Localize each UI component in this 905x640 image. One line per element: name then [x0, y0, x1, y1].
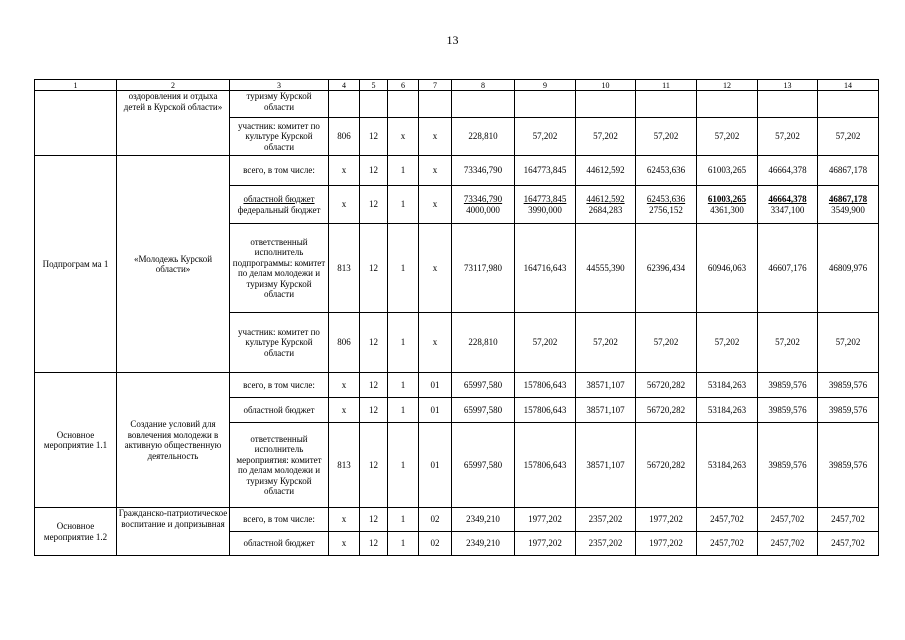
cell-v13: 2457,702: [758, 532, 818, 556]
cell-v9: 1977,202: [515, 508, 576, 532]
cell-c6: 1: [388, 398, 419, 423]
federal-budget-label: федеральный бюджет: [237, 204, 321, 215]
cell-c7: х: [419, 224, 452, 313]
cell-c5: 12: [360, 224, 388, 313]
cell-v14: 57,202: [818, 118, 879, 156]
cell-v10: [576, 186, 636, 224]
cell-v9: 57,202: [515, 118, 576, 156]
page-number: 13: [446, 33, 459, 47]
cell-v14: 46809,976: [818, 224, 879, 313]
responsible-label: ответственный исполнитель мероприятия: комитет по делам молодежи и туризму Курской области: [230, 423, 329, 508]
regional-budget-label: областной бюджет: [230, 532, 329, 556]
cell-v11: 56720,282: [636, 423, 697, 508]
cell-c7: х: [419, 156, 452, 186]
federal-value: 2684,283: [588, 204, 623, 215]
regional-budget-label: областной бюджет: [230, 398, 329, 423]
header-col-8: 8: [452, 80, 515, 91]
cell-v11: 1977,202: [636, 508, 697, 532]
cell-c5: 12: [360, 398, 388, 423]
cell-v8: 73117,980: [452, 224, 515, 313]
cell-c6: 1: [388, 186, 419, 224]
cell-v14: 39859,576: [818, 373, 879, 398]
cell-v14: 2457,702: [818, 508, 879, 532]
cell-c4: 806: [329, 118, 360, 156]
cell-c6: 1: [388, 532, 419, 556]
cell-v12: 60946,063: [697, 224, 758, 313]
cell-v14: 57,202: [818, 313, 879, 373]
cell-v9: 157806,643: [515, 423, 576, 508]
cell-c7: 01: [419, 373, 452, 398]
regional-value: 73346,790: [463, 194, 503, 204]
federal-value: 4361,300: [710, 204, 744, 215]
header-col-9: 9: [515, 80, 576, 91]
cell-v8: 65997,580: [452, 398, 515, 423]
cell-v10: 44612,592: [576, 156, 636, 186]
cell-c4: 813: [329, 224, 360, 313]
cell-v8: 65997,580: [452, 373, 515, 398]
subprogram-name: «Молодежь Курской области»: [117, 156, 230, 373]
cell-v12: 61003,265: [697, 156, 758, 186]
cell-v8: 65997,580: [452, 423, 515, 508]
cell-v11: [636, 186, 697, 224]
cell-c6: 1: [388, 313, 419, 373]
header-row: [35, 80, 879, 91]
activity-name: Гражданско-патриотическое воспитание и допризывная: [117, 508, 230, 556]
cell-c7: х: [419, 186, 452, 224]
regional-value: 46664,378: [768, 194, 807, 204]
participant-label: участник: комитет по культуре Курской области: [230, 313, 329, 373]
cell-v8: [452, 186, 515, 224]
cell-v8: 2349,210: [452, 532, 515, 556]
header-col-14: 14: [818, 80, 879, 91]
cell-c6: 1: [388, 224, 419, 313]
cell-v11: 62453,636: [636, 156, 697, 186]
cell-v8: 228,810: [452, 118, 515, 156]
header-col-2: 2: [117, 80, 230, 91]
cell-v11: 62396,434: [636, 224, 697, 313]
cell-v12: 57,202: [697, 118, 758, 156]
subprogram-number: Подпрограм ма 1: [35, 156, 117, 373]
cell-v11: 57,202: [636, 118, 697, 156]
cell-c5: 12: [360, 118, 388, 156]
cell-c5: 12: [360, 186, 388, 224]
cell-v12: 2457,702: [697, 508, 758, 532]
cell-c5: 12: [360, 313, 388, 373]
cell-v12: 53184,263: [697, 423, 758, 508]
cell-v8: 73346,790: [452, 156, 515, 186]
cell-c4: х: [329, 532, 360, 556]
cell-c7: х: [419, 313, 452, 373]
cont-program-name: оздоровления и отдыха детей в Курской области»: [117, 91, 230, 156]
cell-v14: 2457,702: [818, 532, 879, 556]
responsible-label: ответственный исполнитель подпрограммы: комитет по делам молодежи и туризму Курской области: [230, 224, 329, 313]
cell-v9: 157806,643: [515, 398, 576, 423]
participant-label: участник: комитет по культуре Курской области: [230, 118, 329, 156]
cell-v9: 1977,202: [515, 532, 576, 556]
cell-v9: 164773,845: [515, 156, 576, 186]
cell-v10: 38571,107: [576, 398, 636, 423]
cell-c7: 02: [419, 508, 452, 532]
header-col-13: 13: [758, 80, 818, 91]
regional-value: 62453,636: [646, 194, 686, 204]
cell-v12: 53184,263: [697, 398, 758, 423]
regional-value: 44612,592: [586, 194, 625, 204]
cell-c5: 12: [360, 373, 388, 398]
cell-v10: 44555,390: [576, 224, 636, 313]
cell-v9: 57,202: [515, 313, 576, 373]
cell-v12: 2457,702: [697, 532, 758, 556]
total-label: всего, в том числе:: [230, 373, 329, 398]
federal-value: 3347,100: [770, 204, 805, 215]
cell-c7: 01: [419, 423, 452, 508]
header-col-11: 11: [636, 80, 697, 91]
cell-v10: 57,202: [576, 118, 636, 156]
cell-v10: 38571,107: [576, 423, 636, 508]
cell-v13: 57,202: [758, 118, 818, 156]
cell-v13: 46607,176: [758, 224, 818, 313]
cell-c4: х: [329, 373, 360, 398]
table-row: [35, 156, 879, 186]
header-col-12: 12: [697, 80, 758, 91]
table-row: [35, 91, 879, 118]
cell-c5: 12: [360, 156, 388, 186]
header-col-5: 5: [360, 80, 388, 91]
cell-v13: 57,202: [758, 313, 818, 373]
cell-v10: 2357,202: [576, 532, 636, 556]
total-label: всего, в том числе:: [230, 156, 329, 186]
federal-value: 4000,000: [466, 204, 500, 215]
header-col-4: 4: [329, 80, 360, 91]
cell-v9: 164716,643: [515, 224, 576, 313]
cell-c7: х: [419, 118, 452, 156]
total-label: всего, в том числе:: [230, 508, 329, 532]
cell-blank: [35, 91, 117, 156]
header-col-6: 6: [388, 80, 419, 91]
cell-c4: 813: [329, 423, 360, 508]
cell-v13: 39859,576: [758, 398, 818, 423]
cell-c5: 12: [360, 532, 388, 556]
cell-v13: 2457,702: [758, 508, 818, 532]
cell-c4: х: [329, 186, 360, 224]
cell-c4: х: [329, 398, 360, 423]
cell-c4: х: [329, 156, 360, 186]
budget-label-cell: [230, 186, 329, 224]
cell-v11: 56720,282: [636, 373, 697, 398]
federal-value: 2756,152: [649, 204, 683, 215]
cell-v13: 39859,576: [758, 373, 818, 398]
cell-c5: 12: [360, 423, 388, 508]
header-col-10: 10: [576, 80, 636, 91]
regional-budget-label: областной бюджет: [243, 194, 315, 204]
cell-c4: 806: [329, 313, 360, 373]
header-col-3: 3: [230, 80, 329, 91]
cell-v8: 228,810: [452, 313, 515, 373]
cell-v12: 57,202: [697, 313, 758, 373]
regional-value: 164773,845: [523, 194, 567, 204]
table-row: [35, 373, 879, 398]
table-row: [35, 508, 879, 532]
federal-value: 3990,000: [528, 204, 562, 215]
cont-executor: туризму Курской области: [230, 91, 329, 118]
activity-number: Основное мероприятие 1.1: [35, 373, 117, 508]
cell-c4: х: [329, 508, 360, 532]
cell-c7: 01: [419, 398, 452, 423]
budget-table: [34, 79, 879, 556]
cell-c6: 1: [388, 508, 419, 532]
cell-v14: 46867,178: [818, 156, 879, 186]
cell-v8: 2349,210: [452, 508, 515, 532]
cell-c6: 1: [388, 373, 419, 398]
regional-value: 61003,265: [707, 194, 747, 204]
cell-c6: х: [388, 118, 419, 156]
cell-v13: 39859,576: [758, 423, 818, 508]
activity-number: Основное мероприятие 1.2: [35, 508, 117, 556]
cell-v10: 57,202: [576, 313, 636, 373]
activity-name: Создание условий для вовлечения молодежи в активную общественную деятельность: [117, 373, 230, 508]
cell-v11: 56720,282: [636, 398, 697, 423]
header-col-7: 7: [419, 80, 452, 91]
cell-v10: 38571,107: [576, 373, 636, 398]
cell-c6: 1: [388, 156, 419, 186]
cell-v12: 53184,263: [697, 373, 758, 398]
cell-v13: [758, 186, 818, 224]
cell-v10: 2357,202: [576, 508, 636, 532]
cell-v9: 157806,643: [515, 373, 576, 398]
cell-c7: 02: [419, 532, 452, 556]
cell-v14: [818, 186, 879, 224]
federal-value: 3549,900: [831, 204, 865, 215]
cell-v9: [515, 186, 576, 224]
regional-value: 46867,178: [828, 194, 868, 204]
cell-c5: 12: [360, 508, 388, 532]
cell-v11: 57,202: [636, 313, 697, 373]
cell-v13: 46664,378: [758, 156, 818, 186]
cell-c6: 1: [388, 423, 419, 508]
cell-v11: 1977,202: [636, 532, 697, 556]
cell-v14: 39859,576: [818, 423, 879, 508]
header-col-1: 1: [35, 80, 117, 91]
cell-v12: [697, 186, 758, 224]
cell-v14: 39859,576: [818, 398, 879, 423]
